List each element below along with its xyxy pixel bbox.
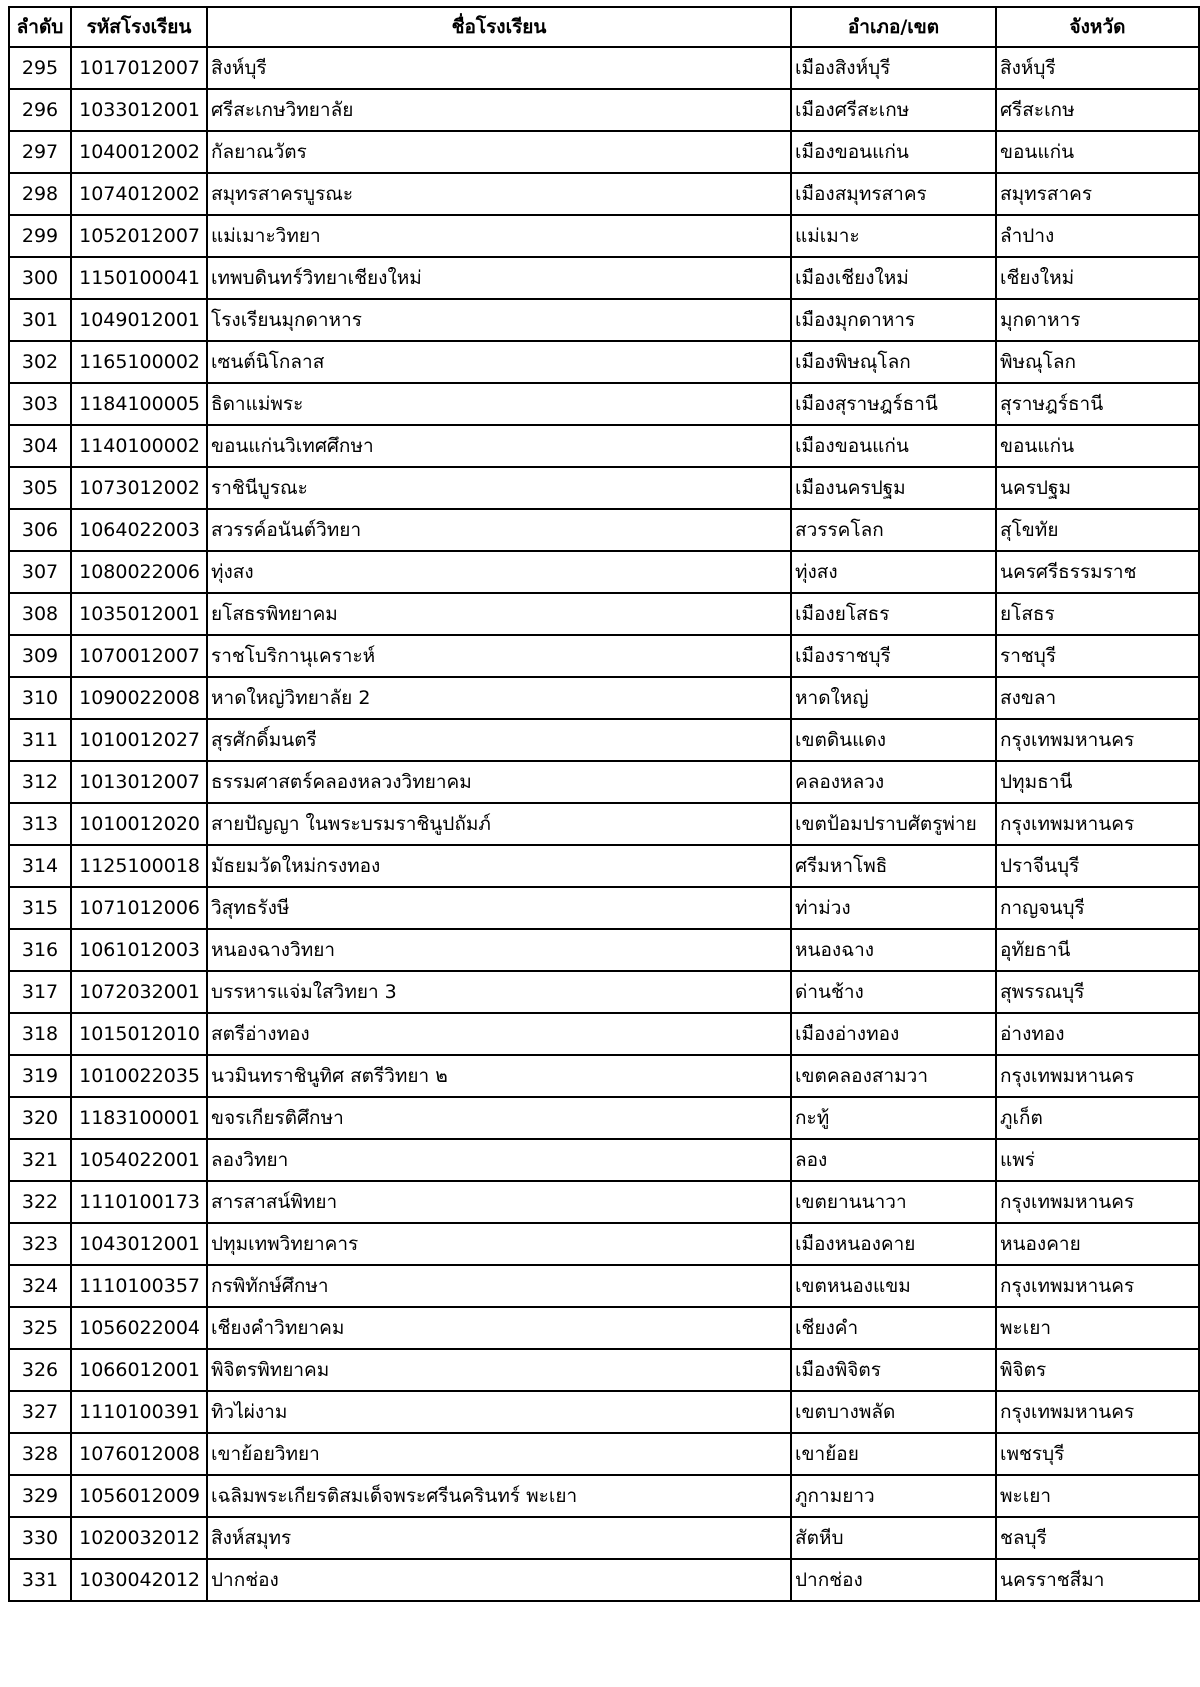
cell-order: 320 [9, 1097, 71, 1139]
cell-order: 302 [9, 341, 71, 383]
cell-order: 326 [9, 1349, 71, 1391]
cell-school-name: ราชโบริกานุเคราะห์ [207, 635, 791, 677]
cell-order: 329 [9, 1475, 71, 1517]
cell-school-name: สิงห์บุรี [207, 47, 791, 89]
cell-school-code: 1064022003 [71, 509, 207, 551]
cell-school-code: 1033012001 [71, 89, 207, 131]
table-row [9, 173, 1199, 215]
cell-school-name: โรงเรียนมุกดาหาร [207, 299, 791, 341]
cell-school-name: ทุ่งสง [207, 551, 791, 593]
cell-district: กะทู้ [791, 1097, 996, 1139]
table-row [9, 1013, 1199, 1055]
cell-order: 321 [9, 1139, 71, 1181]
cell-province: หนองคาย [996, 1223, 1199, 1265]
cell-district: สัตหีบ [791, 1517, 996, 1559]
cell-school-name: เทพบดินทร์วิทยาเชียงใหม่ [207, 257, 791, 299]
cell-district: เมืองนครปฐม [791, 467, 996, 509]
cell-order: 322 [9, 1181, 71, 1223]
cell-order: 328 [9, 1433, 71, 1475]
cell-school-code: 1074012002 [71, 173, 207, 215]
header-order: ลำดับ [9, 7, 71, 47]
cell-province: กรุงเทพมหานคร [996, 1055, 1199, 1097]
cell-school-name: ปทุมเทพวิทยาคาร [207, 1223, 791, 1265]
table-row [9, 425, 1199, 467]
cell-district: เขตป้อมปราบศัตรูพ่าย [791, 803, 996, 845]
table-row [9, 677, 1199, 719]
cell-province: กรุงเทพมหานคร [996, 1181, 1199, 1223]
cell-province: ราชบุรี [996, 635, 1199, 677]
cell-school-code: 1010022035 [71, 1055, 207, 1097]
cell-order: 327 [9, 1391, 71, 1433]
cell-order: 303 [9, 383, 71, 425]
cell-province: ปทุมธานี [996, 761, 1199, 803]
table-row [9, 215, 1199, 257]
cell-district: หาดใหญ่ [791, 677, 996, 719]
cell-province: ขอนแก่น [996, 131, 1199, 173]
cell-school-code: 1073012002 [71, 467, 207, 509]
cell-school-name: หนองฉางวิทยา [207, 929, 791, 971]
cell-school-code: 1061012003 [71, 929, 207, 971]
cell-province: ปราจีนบุรี [996, 845, 1199, 887]
cell-school-code: 1072032001 [71, 971, 207, 1013]
cell-order: 296 [9, 89, 71, 131]
cell-school-name: ทิวไผ่งาม [207, 1391, 791, 1433]
cell-school-code: 1010012020 [71, 803, 207, 845]
table-row [9, 1097, 1199, 1139]
cell-district: เขตบางพลัด [791, 1391, 996, 1433]
cell-school-name: ธิดาแม่พระ [207, 383, 791, 425]
cell-province: มุกดาหาร [996, 299, 1199, 341]
cell-province: ศรีสะเกษ [996, 89, 1199, 131]
cell-school-name: หาดใหญ่วิทยาลัย 2 [207, 677, 791, 719]
cell-district: ทุ่งสง [791, 551, 996, 593]
header-province: จังหวัด [996, 7, 1199, 47]
table-row [9, 467, 1199, 509]
cell-school-code: 1140100002 [71, 425, 207, 467]
table-row [9, 47, 1199, 89]
cell-school-name: สวรรค์อนันต์วิทยา [207, 509, 791, 551]
cell-province: ชลบุรี [996, 1517, 1199, 1559]
cell-school-code: 1070012007 [71, 635, 207, 677]
cell-district: เมืองมุกดาหาร [791, 299, 996, 341]
cell-school-name: สตรีอ่างทอง [207, 1013, 791, 1055]
header-school-name: ชื่อโรงเรียน [207, 7, 791, 47]
cell-order: 316 [9, 929, 71, 971]
table-row [9, 1391, 1199, 1433]
cell-province: พิษณุโลก [996, 341, 1199, 383]
cell-order: 310 [9, 677, 71, 719]
cell-district: เมืองพิจิตร [791, 1349, 996, 1391]
cell-school-code: 1030042012 [71, 1559, 207, 1601]
cell-school-code: 1183100001 [71, 1097, 207, 1139]
cell-district: เขตดินแดง [791, 719, 996, 761]
cell-district: เมืองศรีสะเกษ [791, 89, 996, 131]
cell-province: นครศรีธรรมราช [996, 551, 1199, 593]
school-list-sheet [8, 6, 1198, 1602]
table-row [9, 803, 1199, 845]
table-row [9, 299, 1199, 341]
table-row [9, 1055, 1199, 1097]
cell-province: พะเยา [996, 1475, 1199, 1517]
cell-district: ด่านช้าง [791, 971, 996, 1013]
cell-school-name: ธรรมศาสตร์คลองหลวงวิทยาคม [207, 761, 791, 803]
cell-school-code: 1090022008 [71, 677, 207, 719]
cell-province: นครปฐม [996, 467, 1199, 509]
table-row [9, 1433, 1199, 1475]
cell-province: ภูเก็ต [996, 1097, 1199, 1139]
cell-school-name: บรรหารแจ่มใสวิทยา 3 [207, 971, 791, 1013]
table-row [9, 1475, 1199, 1517]
cell-district: เมืองอ่างทอง [791, 1013, 996, 1055]
cell-school-name: แม่เมาะวิทยา [207, 215, 791, 257]
cell-province: ลำปาง [996, 215, 1199, 257]
cell-school-name: สารสาสน์พิทยา [207, 1181, 791, 1223]
cell-district: เขตยานนาวา [791, 1181, 996, 1223]
cell-district: คลองหลวง [791, 761, 996, 803]
table-row [9, 719, 1199, 761]
cell-order: 311 [9, 719, 71, 761]
table-row [9, 1517, 1199, 1559]
table-row [9, 509, 1199, 551]
cell-school-name: ราชินีบูรณะ [207, 467, 791, 509]
cell-school-name: ศรีสะเกษวิทยาลัย [207, 89, 791, 131]
cell-district: เมืองสิงห์บุรี [791, 47, 996, 89]
table-row [9, 131, 1199, 173]
cell-district: ภูกามยาว [791, 1475, 996, 1517]
cell-district: ท่าม่วง [791, 887, 996, 929]
cell-district: เขตหนองแขม [791, 1265, 996, 1307]
cell-district: เมืองราชบุรี [791, 635, 996, 677]
cell-school-name: กัลยาณวัตร [207, 131, 791, 173]
cell-province: อุทัยธานี [996, 929, 1199, 971]
table-row [9, 845, 1199, 887]
cell-district: เมืองหนองคาย [791, 1223, 996, 1265]
cell-district: เขตคลองสามวา [791, 1055, 996, 1097]
cell-school-code: 1125100018 [71, 845, 207, 887]
cell-order: 301 [9, 299, 71, 341]
cell-order: 295 [9, 47, 71, 89]
cell-order: 297 [9, 131, 71, 173]
table-row [9, 551, 1199, 593]
table-row [9, 929, 1199, 971]
cell-order: 307 [9, 551, 71, 593]
cell-order: 309 [9, 635, 71, 677]
cell-school-name: สายปัญญา ในพระบรมราชินูปถัมภ์ [207, 803, 791, 845]
table-row [9, 89, 1199, 131]
cell-school-code: 1017012007 [71, 47, 207, 89]
table-row [9, 887, 1199, 929]
cell-school-code: 1054022001 [71, 1139, 207, 1181]
cell-school-name: เซนต์นิโกลาส [207, 341, 791, 383]
cell-district: เมืองพิษณุโลก [791, 341, 996, 383]
cell-order: 299 [9, 215, 71, 257]
cell-school-code: 1015012010 [71, 1013, 207, 1055]
table-row [9, 635, 1199, 677]
cell-district: ปากช่อง [791, 1559, 996, 1601]
cell-order: 319 [9, 1055, 71, 1097]
cell-school-code: 1035012001 [71, 593, 207, 635]
cell-school-code: 1052012007 [71, 215, 207, 257]
cell-district: หนองฉาง [791, 929, 996, 971]
cell-school-code: 1110100357 [71, 1265, 207, 1307]
cell-school-code: 1043012001 [71, 1223, 207, 1265]
cell-school-name: ขอนแก่นวิเทศศึกษา [207, 425, 791, 467]
cell-province: สงขลา [996, 677, 1199, 719]
cell-province: สุพรรณบุรี [996, 971, 1199, 1013]
table-row [9, 383, 1199, 425]
cell-district: เขาย้อย [791, 1433, 996, 1475]
cell-school-code: 1165100002 [71, 341, 207, 383]
cell-school-code: 1013012007 [71, 761, 207, 803]
table-row [9, 1307, 1199, 1349]
table-row [9, 341, 1199, 383]
cell-school-code: 1056012009 [71, 1475, 207, 1517]
cell-school-name: มัธยมวัดใหม่กรงทอง [207, 845, 791, 887]
cell-school-code: 1010012027 [71, 719, 207, 761]
cell-school-name: สิงห์สมุทร [207, 1517, 791, 1559]
cell-school-name: พิจิตรพิทยาคม [207, 1349, 791, 1391]
table-row [9, 1349, 1199, 1391]
cell-province: พิจิตร [996, 1349, 1199, 1391]
cell-province: กรุงเทพมหานคร [996, 803, 1199, 845]
cell-order: 304 [9, 425, 71, 467]
cell-province: สุโขทัย [996, 509, 1199, 551]
cell-province: ขอนแก่น [996, 425, 1199, 467]
cell-province: กรุงเทพมหานคร [996, 1265, 1199, 1307]
cell-school-code: 1076012008 [71, 1433, 207, 1475]
cell-order: 331 [9, 1559, 71, 1601]
table-row [9, 1139, 1199, 1181]
cell-province: เพชรบุรี [996, 1433, 1199, 1475]
table-body [9, 47, 1199, 1601]
cell-district: ศรีมหาโพธิ [791, 845, 996, 887]
cell-school-code: 1049012001 [71, 299, 207, 341]
cell-district: แม่เมาะ [791, 215, 996, 257]
cell-district: เมืองขอนแก่น [791, 131, 996, 173]
cell-school-code: 1080022006 [71, 551, 207, 593]
table-row [9, 761, 1199, 803]
cell-province: สิงห์บุรี [996, 47, 1199, 89]
cell-province: ยโสธร [996, 593, 1199, 635]
cell-school-name: ปากช่อง [207, 1559, 791, 1601]
cell-province: พะเยา [996, 1307, 1199, 1349]
table-row [9, 1265, 1199, 1307]
table-row [9, 1559, 1199, 1601]
cell-school-code: 1066012001 [71, 1349, 207, 1391]
cell-order: 324 [9, 1265, 71, 1307]
cell-school-name: นวมินทราชินูทิศ สตรีวิทยา ๒ [207, 1055, 791, 1097]
table-row [9, 257, 1199, 299]
cell-district: เมืองขอนแก่น [791, 425, 996, 467]
cell-school-name: ยโสธรพิทยาคม [207, 593, 791, 635]
table-row [9, 1181, 1199, 1223]
cell-order: 323 [9, 1223, 71, 1265]
cell-order: 330 [9, 1517, 71, 1559]
cell-school-code: 1184100005 [71, 383, 207, 425]
cell-order: 314 [9, 845, 71, 887]
cell-province: นครราชสีมา [996, 1559, 1199, 1601]
cell-order: 306 [9, 509, 71, 551]
cell-district: เชียงคำ [791, 1307, 996, 1349]
cell-district: เมืองเชียงใหม่ [791, 257, 996, 299]
cell-district: เมืองสมุทรสาคร [791, 173, 996, 215]
cell-school-name: เขาย้อยวิทยา [207, 1433, 791, 1475]
cell-order: 325 [9, 1307, 71, 1349]
cell-order: 300 [9, 257, 71, 299]
cell-province: อ่างทอง [996, 1013, 1199, 1055]
cell-school-name: วิสุทธรังษี [207, 887, 791, 929]
cell-order: 317 [9, 971, 71, 1013]
cell-school-name: สุรศักดิ์มนตรี [207, 719, 791, 761]
cell-district: เมืองยโสธร [791, 593, 996, 635]
cell-order: 298 [9, 173, 71, 215]
cell-province: แพร่ [996, 1139, 1199, 1181]
header-district: อำเภอ/เขต [791, 7, 996, 47]
cell-school-name: กรพิทักษ์ศึกษา [207, 1265, 791, 1307]
cell-district: ลอง [791, 1139, 996, 1181]
header-row [9, 7, 1199, 47]
cell-school-code: 1020032012 [71, 1517, 207, 1559]
cell-school-code: 1150100041 [71, 257, 207, 299]
cell-order: 308 [9, 593, 71, 635]
cell-school-name: ลองวิทยา [207, 1139, 791, 1181]
cell-school-code: 1071012006 [71, 887, 207, 929]
cell-order: 312 [9, 761, 71, 803]
cell-school-code: 1040012002 [71, 131, 207, 173]
school-table [8, 6, 1200, 1602]
cell-province: กรุงเทพมหานคร [996, 1391, 1199, 1433]
cell-province: สมุทรสาคร [996, 173, 1199, 215]
table-row [9, 593, 1199, 635]
cell-order: 315 [9, 887, 71, 929]
header-school-code: รหัสโรงเรียน [71, 7, 207, 47]
cell-school-name: เฉลิมพระเกียรติสมเด็จพระศรีนครินทร์ พะเยา [207, 1475, 791, 1517]
cell-school-name: ขจรเกียรติศึกษา [207, 1097, 791, 1139]
table-row [9, 1223, 1199, 1265]
cell-school-code: 1110100173 [71, 1181, 207, 1223]
cell-province: กาญจนบุรี [996, 887, 1199, 929]
cell-province: สุราษฎร์ธานี [996, 383, 1199, 425]
cell-district: เมืองสุราษฎร์ธานี [791, 383, 996, 425]
table-row [9, 971, 1199, 1013]
cell-school-name: เชียงคำวิทยาคม [207, 1307, 791, 1349]
cell-school-code: 1110100391 [71, 1391, 207, 1433]
cell-order: 313 [9, 803, 71, 845]
cell-province: กรุงเทพมหานคร [996, 719, 1199, 761]
cell-order: 318 [9, 1013, 71, 1055]
cell-province: เชียงใหม่ [996, 257, 1199, 299]
cell-school-name: สมุทรสาครบูรณะ [207, 173, 791, 215]
cell-school-code: 1056022004 [71, 1307, 207, 1349]
cell-district: สวรรคโลก [791, 509, 996, 551]
cell-order: 305 [9, 467, 71, 509]
